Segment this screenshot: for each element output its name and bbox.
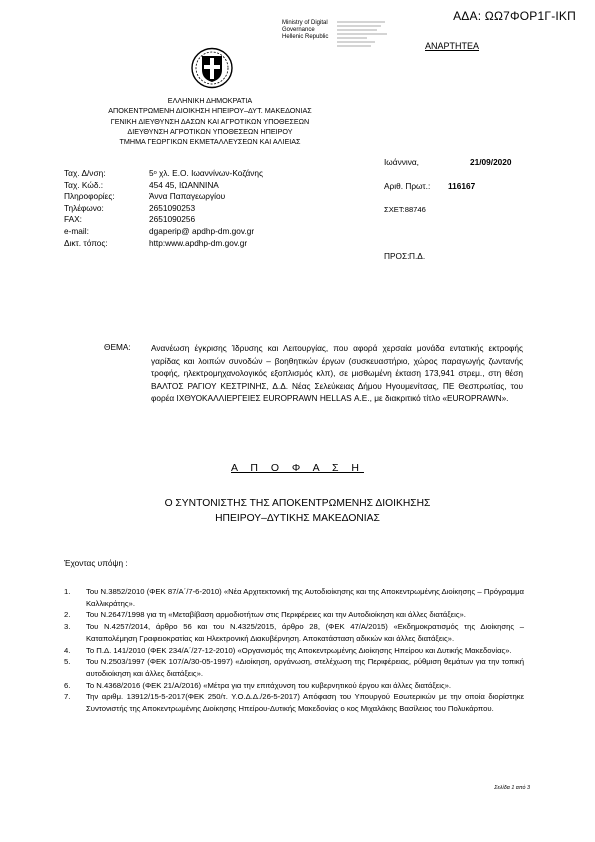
ada-code: ΑΔΑ: ΩΩ7ΦΟΡ1Γ-ΙΚΠ — [453, 9, 576, 23]
header-line: ΔΙΕΥΘΥΝΣΗ ΑΓΡΟΤΙΚΩΝ ΥΠΟΘΕΣΕΩΝ ΗΠΕΙΡΟΥ — [127, 126, 293, 136]
contact-label: FAX: — [64, 214, 82, 225]
list-item-number: 1. — [64, 587, 71, 596]
header-line: ΕΛΛΗΝΙΚΗ ΔΗΜΟΚΡΑΤΙΑ — [167, 96, 253, 105]
contact-value: 5ᵒ χλ. Ε.Ο. Ιωαννίνων-Κοζάνης — [149, 168, 264, 178]
contact-label: Δικτ. τόπος: — [64, 237, 108, 248]
protocol-label: Αριθ. Πρωτ.: — [384, 181, 431, 191]
coordinator-line: Ο ΣΥΝΤΟΝΙΣΤΗΣ ΤΗΣ ΑΠΟΚΕΝΤΡΩΜΕΝΗΣ ΔΙΟΙΚΗΣΗΣ — [164, 498, 431, 509]
list-item-text: Του Ν.2503/1997 (ΦΕΚ 107/Α/30-05-1997) «Διοίκηση, οργάνωση, στελέχωση της Περιφέρειας, ρύθμιση θεμάτων για την τοπική αυτοδιοίκηση και άλλες διατάξεις». — [86, 657, 524, 678]
issuing-authority-header — [60, 96, 360, 147]
list-item — [64, 621, 524, 644]
list-item — [64, 691, 524, 714]
contact-value: Άννα Παπαγεωργίου — [149, 191, 226, 202]
ministry-line: Ministry of Digital — [282, 20, 328, 26]
digital-signature-stamp — [337, 20, 397, 52]
subject-label: ΘΕΜΑ: — [104, 342, 131, 352]
decision-title: Α Π Ο Φ Α Σ Η — [231, 462, 364, 474]
list-item — [64, 586, 524, 609]
list-item-text: Την αριθμ. 13912/15-5-2017(ΦΕΚ 250/τ. Υ.Ο.Δ.Δ./26-5-2017) Απόφαση του Υπουργού Εσωτερικών με την οποία διορίστηκε Συντονιστής της Αποκεντρωμένης Διοίκησης Ηπείρου-Δυτικής Μακεδονίας ο κος Μιχαλάκης Βασίλειος του Πολυκάρπου. — [86, 692, 524, 714]
list-item — [64, 656, 524, 679]
coordinator-title — [0, 496, 595, 526]
contact-value: 2651090256 — [149, 214, 196, 225]
list-item-text: Το Ν.4368/2016 (ΦΕΚ 21/Α/2016) «Μέτρα για την επιτάχυνση του κυβερνητικού έργου και άλλες διατάξεις». — [86, 680, 452, 690]
list-item-text: Του Ν.2647/1998 για τη «Μεταβίβαση αρμοδιοτήτων στις Περιφέρειες και την Αυτοδιοίκηση και άλλες διατάξεις». — [86, 610, 466, 620]
greek-emblem-icon — [190, 47, 234, 89]
considerations-list — [64, 586, 524, 715]
website-link[interactable]: http:www.apdhp-dm.gov.gr — [149, 237, 248, 248]
coordinator-line: ΗΠΕΙΡΟΥ–ΔΥΤΙΚΗΣ ΜΑΚΕΔΟΝΙΑΣ — [215, 513, 380, 524]
contact-value: 454 45, ΙΩΑΝΝΙΝΑ — [149, 179, 219, 190]
list-item-text: Του Ν.3852/2010 (ΦΕΚ 87/Α΄/7-6-2010) «Νέα Αρχιτεκτονική της Αυτοδιοίκησης και της Αποκεντρωμένης Διοίκησης – Πρόγραμμα Καλλικράτης». — [86, 587, 524, 608]
header-line: ΑΠΟΚΕΝΤΡΩΜΕΝΗ ΔΙΟΙΚΗΣΗ ΗΠΕΙΡΟΥ–ΔΥΤ. ΜΑΚΕΔΟΝΙΑΣ — [108, 106, 312, 116]
page-number: Σελίδα 1 από 3 — [494, 785, 530, 791]
list-item-number: 6. — [64, 680, 71, 690]
contact-label: Τηλέφωνο: — [64, 202, 104, 213]
document-date: 21/09/2020 — [470, 157, 512, 167]
ministry-signature — [282, 20, 328, 41]
considering-label: Έχοντας υπόψη : — [64, 558, 128, 568]
list-item — [64, 645, 524, 657]
contact-label: Ταχ. Δ/νση: — [64, 168, 106, 178]
header-line: ΓΕΝΙΚΗ ΔΙΕΥΘΥΝΣΗ ΔΑΣΩΝ ΚΑΙ ΑΓΡΟΤΙΚΩΝ ΥΠΟΘΕΣΕΩΝ — [110, 116, 310, 126]
list-item-number: 3. — [64, 622, 71, 632]
date-place: Ιωάννινα, — [384, 157, 419, 167]
list-item — [64, 609, 524, 621]
ministry-line: Governance — [282, 27, 315, 33]
list-item-number: 7. — [64, 692, 71, 702]
list-item-number: 2. — [64, 610, 71, 620]
anartitea-label: ΑΝΑΡΤΗΤΕΑ — [425, 41, 480, 51]
reference-number: ΣΧΕΤ:88746 — [384, 205, 426, 214]
list-item-text: Του Ν.4257/2014, άρθρο 56 και του Ν.4325/2015, άρθρο 28, (ΦΕΚ 47/Α/2015) «Εκδημοκρατισμός της Διοίκησης – Καταπολέμηση Γραφειοκρατίας και Ηλεκτρονική Διακυβέρνηση. Αποκατάσταση αδικιών και άλλες διατάξεις». — [86, 622, 524, 643]
ministry-line: Hellenic Republic — [282, 34, 329, 40]
list-item — [64, 680, 524, 692]
list-item-number: 4. — [64, 645, 71, 655]
contact-value: 2651090253 — [149, 202, 196, 213]
subject-text: Ανανέωση έγκρισης Ίδρυσης και Λειτουργίας, που αφορά χερσαία μονάδα εντατικής εκτροφής γαρίδας και λοιπών συνοδών – βοηθητικών έργων (συσκευαστήριο, χώρος παραγωγής ζωντανής τροφής, ηλεκτρομηχανολογικός εξοπλισμός κλπ), σε μισθωμένη έκταση 173,941 στρεμ., στη θέση ΒΑΛΤΟΣ ΡΑΓΙΟΥ ΚΕΣΤΡΙΝΗΣ, Δ.Δ. Νέας Σελεύκειας Δήμου Ηγουμενίτσας, ΠΕ Θεσπρωτίας, του φορέα ΙΧΘΥΟΚΑΛΛΙΕΡΓΕΙΕΣ EUROPRAWN HELLAS Α.Ε., με διακριτικό τίτλο «EUROPRAWN». — [151, 343, 523, 404]
contact-label: Ταχ. Κώδ.: — [64, 179, 104, 190]
list-item-text: Το Π.Δ. 141/2010 (ΦΕΚ 234/Α΄/27-12-2010) «Οργανισμός της Αποκεντρωμένης Διοίκησης Ηπείρου και Δυτικής Μακεδονίας». — [86, 645, 512, 655]
protocol-number: 116167 — [448, 181, 476, 191]
recipient-value: Π.Δ. — [409, 251, 426, 261]
signature-scribble-icon — [337, 20, 397, 50]
contact-label: e-mail: — [64, 225, 89, 236]
email-link[interactable]: dgaperip@ apdhp-dm.gov.gr — [149, 225, 255, 236]
list-item-number: 5. — [64, 657, 71, 667]
header-line: ΤΜΗΜΑ ΓΕΩΡΓΙΚΩΝ ΕΚΜΕΤΑΛΛΕΥΣΕΩΝ ΚΑΙ ΑΛΙΕΙΑΣ — [119, 137, 301, 147]
recipient-label: ΠΡΟΣ: — [384, 251, 410, 261]
contact-label: Πληροφορίες: — [64, 191, 115, 202]
